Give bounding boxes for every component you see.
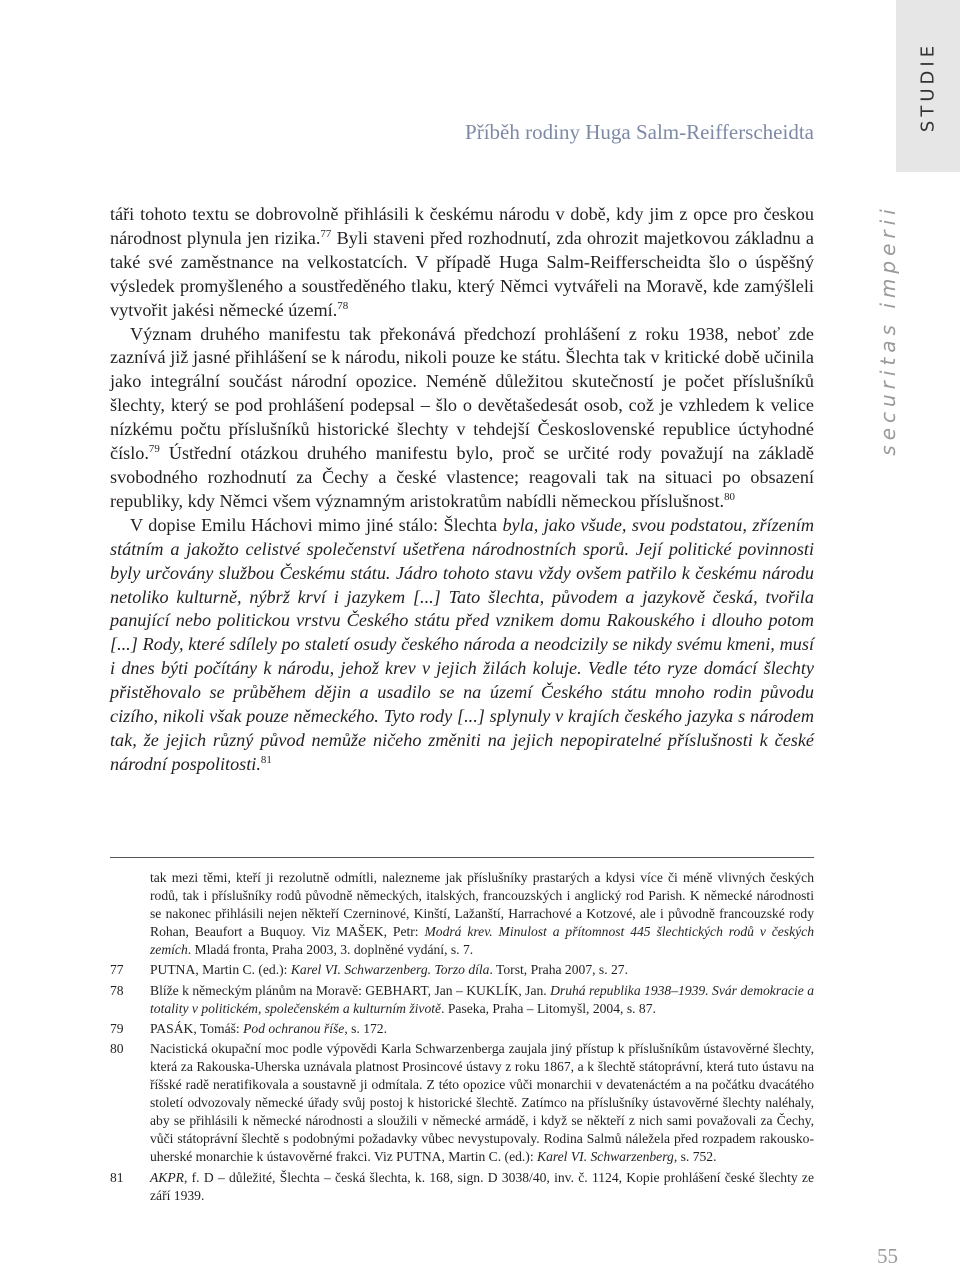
text-run: Byli staveni před rozhodnutí, zda ohrozit majetkovou základnu a také své zaměstnance na velkostatcích. V případě Huga Salm-​Reifferscheidta šlo o úspěšný výsledek promyšleného a soustředěného tlaku, který Němci vytvářeli na Moravě, kde zamýšleli vytvořit jakési německé území. [110,227,814,320]
text-run: V dopise Emilu Háchovi mimo jiné stálo: Šlechta [130,514,503,535]
text-run: PUTNA, Martin C. (ed.): [150,962,291,978]
paragraph [110,323,814,514]
text-run-italic: Modrá krev. Minulost a přítomnost 445 šlechtických rodů v českých zemích [150,924,814,958]
footnote-number: 81 [110,1169,124,1185]
quote-text: byla, jako všude, svou podstatou, zřízením státním a jakožto celistvé společenství ušetřena národnostních sporů. Její politické povinnosti byly určovány službou Českému státu. Jádro tohoto stavu vždy ovšem patřilo k českému národu netoliko kulturně, nýbrž krví i jazykem [...] Tato šlechta, původem a jazykově česká, tvořila panující nebo politickou vrstvu Českého státu před vznikem domu Rakouského i dlouho potom [...] Rody, které sdílely po staletí osudy českého národa a neodcizily se nikdy svému kmeni, musí i dnes býti počítány k národu, jehož krev v jejich žilách koluje. Vedle této ryze domácí šlechty přistěhovalo se průběhem dějin a usadilo se na území Českého státu mnoho rodin původu cizího, nikoli však pouze německého. Tyto rody [...] splynuly v krajích českého jazyka s národem tak, že jejich různý původ nemůže ničeho změniti na jejich nepopiratelné příslušnosti k české národní pospolitosti. [110,514,815,774]
footnote-ref[interactable]: 81 [260,753,272,766]
paragraph [110,203,814,323]
text-run-italic: Karel VI. Schwarzenberg [537,1149,674,1165]
text-run-italic: AKPR [150,1169,184,1185]
text-run-italic: Pod ochranou říše [243,1020,345,1036]
footnote-79 [110,1020,814,1038]
journal-title: securitas imperii [876,204,900,456]
text-run: . Paseka, Praha – Litomyšl, 2004, s. 87. [441,1000,656,1016]
text-run-italic: Druhá republika 1938–1939. Svár demokracie a totality v politickém, společenském a kulturním životě [150,982,814,1016]
main-text [110,203,814,777]
text-run: Blíže k německým plánům na Moravě: GEBHART, Jan – KUKLÍK, Jan. [150,982,551,998]
paragraph [110,514,814,777]
footnote-number: 80 [110,1040,124,1056]
text-run: táři tohoto textu se dobrovolně přihlásili k českému národu v době, kdy jim z opce pro českou národnost plynula jen rizika. [110,204,814,248]
footnote-81 [110,1169,814,1205]
text-run: PASÁK, Tomáš: [150,1020,244,1036]
text-run: , f. D – důležité, Šlechta – česká šlechta, k. 168, sign. D 3038/40, inv. č. 1124, Kopie prohlášení české šlechty ze září 1939. [150,1169,814,1203]
page-number: 55 [877,1244,898,1268]
footnote-number: 78 [110,982,124,998]
text-run: Význam druhého manifestu tak překonává předchozí prohlášení z roku 1938, neboť zde zaznívá již jasné přihlášení se k národu, nikoli pouze ke státu. Šlechta tak v kritické době učinila jako integrální součást národní opozice. Neméně důležitou skutečností je počet příslušníků šlechty, který se pod prohlášení podepsal – šlo o devětašedesát osob, což je vzhledem k velice nízkému počtu příslušníků historické šlechty v tehdejší Československé republice úctyhodné číslo. [110,323,814,464]
footnotes [110,869,814,1205]
text-run: Ústřední otázkou druhého manifestu bylo, proč se určité rody považují na základě svobodného rozhodnutí za Čechy a české vlastence; reagovali tak na situaci po obsazení republiky, kdy Němci všem významným aristokratům nabídli německou příslušnost. [110,443,814,511]
section-tab-label: STUDIE [917,41,939,133]
text-run: . Torst, Praha 2007, s. 27. [489,962,628,978]
text-run: tak mezi těmi, kteří ji rezolutně odmítli, nalezneme jak příslušníky prastarých a kdysi více či méně vlivných českých rodů, tak i příslušníky rodů původně německých, italských, francouzských i anglický rod Parish. K německé národnosti se nakonec přihlásili nejen někteří Czerninové, Kinští, Lažanští, Harrachové a Kotzové, ale i původně francouzské rody Rohan, Beaufort a Buquoy. Viz MAŠEK, Petr: [150,870,814,940]
footnote-ref[interactable]: 80 [724,490,735,503]
footnote-77 [110,961,814,979]
footnote-78 [110,982,814,1018]
footnote-separator [110,857,814,858]
text-run: Nacistická okupační moc podle výpovědi Karla Schwarzenberga zaujala jiný přístup k příslušníkům ústavověrné šlechty, která za Rakouska-Uherska uznávala platnost Prosincové ústavy z roku 1867, a k šlechtě státoprávní, která tuto ústavu na říšské radě neratifikovala a soustavně ji odmítala. Z této opozice vůči monarchii v devatenáctém a na počátku dvacátého století odvozovaly německé úřady svůj postoj k historické šlechtě. Zatímco na příslušníky ústavověrné šlechty naléhaly, aby se přihlásili k německé národnosti a sloužili v německé armádě, i když se někteří z nich sami považovali za Čechy, vůči státoprávní šlechtě s podobnými požadavky vůbec nevystupovaly. Rodina Salmů náležela před rozpadem rakousko-uherské monarchie k ústavověrné frakci. Viz PUTNA, Martin C. (ed.): [150,1040,814,1165]
running-header: Příběh rodiny Huga Salm-Reifferscheidta [465,120,814,144]
text-run: , s. 752. [673,1149,717,1165]
footnote-ref[interactable]: 79 [148,443,160,455]
footnote-number: 79 [110,1020,124,1036]
text-run-italic: Karel VI. Schwarzenberg. Torzo díla [290,962,490,978]
text-run: . Mladá fronta, Praha 2003, 3. doplněné vydání, s. 7. [187,942,474,958]
text-run: , s. 172. [344,1020,387,1036]
footnote-number: 77 [110,962,124,978]
footnote-continuation [110,869,814,959]
footnote-ref[interactable]: 77 [320,227,332,240]
section-tab [896,0,960,172]
footnote-ref[interactable]: 78 [337,299,349,312]
footnote-80 [110,1040,814,1167]
